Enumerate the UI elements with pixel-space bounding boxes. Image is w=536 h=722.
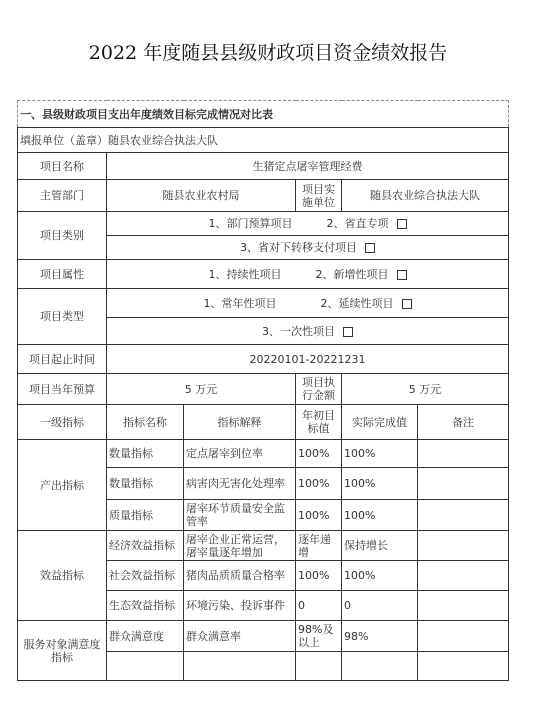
indicator-name: 数量指标 [107, 440, 184, 468]
indicator-name [107, 652, 184, 681]
target-value: 100% [296, 468, 342, 500]
executed-label: 项目执行金额 [296, 374, 342, 405]
type-option: 1、常年性项目 [203, 296, 277, 310]
report-title: 2022 年度随县县级财政项目资金绩效报告 [88, 42, 448, 64]
remark-cell [418, 531, 509, 561]
checkbox-empty[interactable] [397, 219, 407, 229]
indicator-desc: 屠宰环节质量安全监管率 [184, 500, 296, 531]
dept-label: 主管部门 [18, 180, 107, 212]
remark-cell [418, 468, 509, 500]
indicator-desc: 环境污染、投诉事件 [184, 591, 296, 621]
target-value: 100% [296, 561, 342, 591]
indicator-desc: 病害肉无害化处理率 [184, 468, 296, 500]
indicator-name: 经济效益指标 [107, 531, 184, 561]
type-option: 2、延续性项目 [320, 296, 394, 310]
indicator-name: 群众满意度 [107, 621, 184, 652]
header-indicator-name: 指标名称 [107, 405, 184, 440]
actual-value: 98% [342, 621, 418, 652]
category-option: 3、省对下转移支付项目 [240, 241, 357, 254]
header-target: 年初目标值 [296, 405, 342, 440]
indicator-desc [184, 652, 296, 681]
target-value [296, 652, 342, 681]
actual-value: 保持增长 [342, 531, 418, 561]
indicator-name: 数量指标 [107, 468, 184, 500]
period-label: 项目起止时间 [18, 345, 107, 374]
header-indicator-desc: 指标解释 [184, 405, 296, 440]
indicator-name: 质量指标 [107, 500, 184, 531]
category-option: 1、部门预算项目 [208, 217, 293, 230]
type-option: 3、一次性项目 [262, 324, 335, 338]
impl-unit-value: 随县农业综合执法大队 [342, 180, 509, 212]
header-remark: 备注 [418, 405, 509, 440]
attribute-options [107, 260, 509, 289]
actual-value [342, 652, 418, 681]
checkbox-empty[interactable] [343, 327, 353, 337]
target-value: 98%及以上 [296, 621, 342, 652]
project-name: 生猪定点屠宰管理经费 [107, 153, 509, 180]
project-name-label: 项目名称 [18, 153, 107, 180]
indicator-desc: 屠宰企业正常运营，屠宰量逐年增加 [184, 531, 296, 561]
category-option: 2、省直专项 [326, 217, 389, 230]
executed-value: 5 万元 [342, 374, 509, 405]
impl-unit-label: 项目实施单位 [296, 180, 342, 212]
checkbox-empty[interactable] [365, 243, 375, 253]
category-options-row2 [107, 236, 509, 260]
actual-value: 100% [342, 440, 418, 468]
level1-cell: 效益指标 [18, 531, 107, 621]
remark-cell [418, 591, 509, 621]
performance-table [17, 100, 509, 681]
remark-cell [418, 561, 509, 591]
filing-unit: 填报单位（盖章）随县农业综合执法大队 [18, 128, 509, 153]
actual-value: 100% [342, 468, 418, 500]
remark-cell [418, 621, 509, 652]
actual-value: 0 [342, 591, 418, 621]
attribute-label: 项目属性 [18, 260, 107, 289]
type-options-row2 [107, 318, 509, 345]
category-options-row1 [107, 212, 509, 236]
actual-value: 100% [342, 500, 418, 531]
checkbox-empty[interactable] [402, 299, 412, 309]
remark-cell [418, 500, 509, 531]
dept-value: 随县农业农村局 [107, 180, 296, 212]
target-value: 0 [296, 591, 342, 621]
period-value: 20220101-20221231 [107, 345, 509, 374]
type-label: 项目类型 [18, 289, 107, 345]
indicator-desc: 群众满意率 [184, 621, 296, 652]
target-value: 100% [296, 500, 342, 531]
target-value: 逐年递增 [296, 531, 342, 561]
remark-cell [418, 652, 509, 681]
attribute-option: 1、持续性项目 [208, 267, 282, 281]
actual-value: 100% [342, 561, 418, 591]
attribute-option: 2、新增性项目 [315, 267, 389, 281]
indicator-desc: 定点屠宰到位率 [184, 440, 296, 468]
indicator-name: 社会效益指标 [107, 561, 184, 591]
header-level1: 一级指标 [18, 405, 107, 440]
target-value: 100% [296, 440, 342, 468]
category-label: 项目类别 [18, 212, 107, 260]
budget-label: 项目当年预算 [18, 374, 107, 405]
remark-cell [418, 440, 509, 468]
level1-cell: 服务对象满意度指标 [18, 621, 107, 681]
level1-cell: 产出指标 [18, 440, 107, 531]
indicator-desc: 猪肉品质质量合格率 [184, 561, 296, 591]
section-heading: 一、县级财政项目支出年度绩效目标完成情况对比表 [18, 101, 509, 128]
header-actual: 实际完成值 [342, 405, 418, 440]
indicator-name: 生态效益指标 [107, 591, 184, 621]
budget-value: 5 万元 [107, 374, 296, 405]
type-options-row1 [107, 289, 509, 318]
checkbox-empty[interactable] [397, 270, 407, 280]
